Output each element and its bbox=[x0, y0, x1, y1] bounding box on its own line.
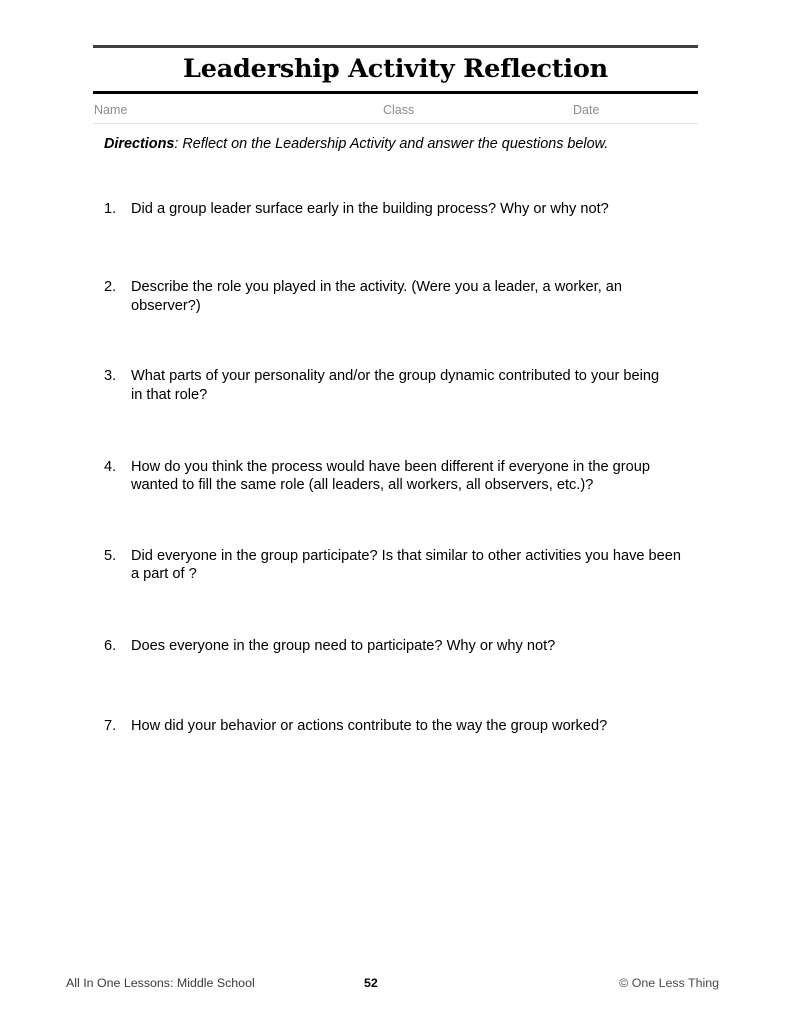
name-field-label: Name bbox=[94, 102, 128, 117]
question-item bbox=[104, 367, 704, 404]
question-number: 6. bbox=[104, 638, 117, 655]
date-field-label: Date bbox=[573, 102, 600, 117]
question-number: 3. bbox=[104, 368, 117, 385]
question-text: How did your behavior or actions contribute to the way the group worked? bbox=[131, 717, 608, 734]
document-header bbox=[93, 45, 698, 124]
question-text: Describe the role you played in the activity. (Were you a leader, a worker, an observer?) bbox=[131, 279, 623, 314]
student-info-row bbox=[93, 94, 698, 123]
question-item bbox=[104, 200, 704, 218]
question-list bbox=[104, 200, 704, 735]
directions-label: Directions bbox=[104, 136, 175, 152]
question-number: 2. bbox=[104, 279, 117, 296]
question-number: 7. bbox=[104, 717, 117, 734]
question-item bbox=[104, 458, 704, 495]
question-number: 4. bbox=[104, 458, 117, 475]
footer-page-number: 52 bbox=[364, 976, 378, 990]
directions-line bbox=[104, 135, 724, 154]
footer-source: All In One Lessons: Middle School bbox=[66, 976, 255, 990]
directions-text: : Reflect on the Leadership Activity and answer the questions below. bbox=[174, 136, 609, 152]
question-text: How do you think the process would have been different if everyone in the group wanted to fill the same role (all leaders, all workers, all observers, etc.)? bbox=[131, 458, 650, 494]
student-info-rule bbox=[93, 123, 698, 124]
question-text: What parts of your personality and/or the group dynamic contributed to your being in that role? bbox=[131, 368, 660, 403]
question-number: 1. bbox=[104, 201, 117, 217]
question-item bbox=[104, 278, 704, 315]
question-number: 5. bbox=[104, 547, 117, 564]
question-item bbox=[104, 637, 704, 655]
question-item bbox=[104, 717, 704, 735]
question-item bbox=[104, 547, 704, 584]
page-footer bbox=[66, 976, 719, 994]
page-title: Leadership Activity Reflection bbox=[182, 54, 609, 84]
question-text: Did a group leader surface early in the building process? Why or why not? bbox=[131, 201, 609, 217]
question-text: Does everyone in the group need to participate? Why or why not? bbox=[131, 638, 556, 655]
class-field-label: Class bbox=[383, 102, 415, 117]
footer-copyright: © One Less Thing bbox=[619, 976, 719, 990]
question-text: Did everyone in the group participate? Is that similar to other activities you have been a part of ? bbox=[131, 547, 682, 582]
